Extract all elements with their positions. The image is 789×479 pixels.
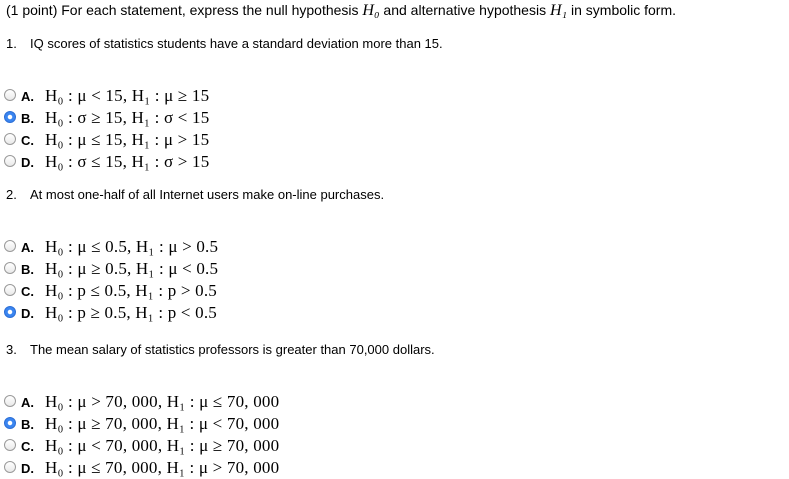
option-2b[interactable] bbox=[6, 258, 384, 280]
question-statement: The mean salary of statistics professors is greater than 70,000 dollars. bbox=[30, 342, 435, 357]
question-3 bbox=[6, 342, 435, 479]
option-letter: D. bbox=[21, 460, 34, 476]
question-number: 3. bbox=[6, 342, 17, 357]
option-expression: H₀ : μ < 70, 000, H₁ : μ ≥ 70, 000 bbox=[45, 436, 280, 455]
question-3-options bbox=[6, 391, 435, 479]
option-1c[interactable] bbox=[6, 129, 443, 151]
header-prefix: (1 point) For each statement, express the null hypothesis bbox=[6, 2, 363, 18]
radio-button[interactable] bbox=[4, 284, 16, 296]
header-h0: H₀ bbox=[362, 2, 380, 19]
option-3c[interactable] bbox=[6, 435, 435, 457]
question-1-text bbox=[6, 36, 443, 52]
option-expression: H₀ : μ > 70, 000, H₁ : μ ≤ 70, 000 bbox=[45, 392, 280, 411]
radio-button[interactable] bbox=[4, 439, 16, 451]
header-suffix: in symbolic form. bbox=[567, 2, 677, 18]
radio-button[interactable] bbox=[4, 240, 16, 252]
option-letter: B. bbox=[21, 261, 34, 277]
question-2-options bbox=[6, 236, 384, 324]
question-1-options bbox=[6, 85, 443, 173]
option-letter: D. bbox=[21, 154, 34, 170]
option-letter: A. bbox=[21, 239, 34, 255]
option-3d[interactable] bbox=[6, 457, 435, 479]
radio-button[interactable] bbox=[4, 395, 16, 407]
option-letter: D. bbox=[21, 305, 34, 321]
option-letter: A. bbox=[21, 88, 34, 104]
question-statement: IQ scores of statistics students have a standard deviation more than 15. bbox=[30, 36, 443, 51]
option-2a[interactable] bbox=[6, 236, 384, 258]
option-expression: H₀ : μ ≥ 70, 000, H₁ : μ < 70, 000 bbox=[45, 414, 280, 433]
question-2-text bbox=[6, 187, 384, 203]
question-2 bbox=[6, 187, 384, 324]
option-letter: B. bbox=[21, 110, 34, 126]
option-2d[interactable] bbox=[6, 302, 384, 324]
problem-header bbox=[6, 1, 676, 20]
option-2c[interactable] bbox=[6, 280, 384, 302]
option-1d[interactable] bbox=[6, 151, 443, 173]
option-letter: A. bbox=[21, 394, 34, 410]
radio-button[interactable] bbox=[4, 262, 16, 274]
question-3-text bbox=[6, 342, 435, 358]
option-expression: H₀ : μ ≤ 0.5, H₁ : μ > 0.5 bbox=[45, 237, 219, 256]
header-h1: H₁ bbox=[549, 2, 568, 19]
radio-button[interactable] bbox=[4, 461, 16, 473]
option-expression: H₀ : p ≤ 0.5, H₁ : p > 0.5 bbox=[45, 281, 217, 300]
option-expression: H₀ : σ ≤ 15, H₁ : σ > 15 bbox=[45, 152, 210, 171]
option-1a[interactable] bbox=[6, 85, 443, 107]
header-middle: and alternative hypothesis bbox=[379, 2, 550, 18]
radio-button[interactable] bbox=[4, 111, 16, 123]
option-1b[interactable] bbox=[6, 107, 443, 129]
option-3a[interactable] bbox=[6, 391, 435, 413]
option-letter: C. bbox=[21, 283, 34, 299]
option-expression: H₀ : μ < 15, H₁ : μ ≥ 15 bbox=[45, 86, 210, 105]
question-number: 2. bbox=[6, 187, 17, 202]
question-number: 1. bbox=[6, 36, 17, 51]
radio-button[interactable] bbox=[4, 417, 16, 429]
question-statement: At most one-half of all Internet users make on-line purchases. bbox=[30, 187, 385, 202]
option-expression: H₀ : p ≥ 0.5, H₁ : p < 0.5 bbox=[45, 303, 217, 322]
option-expression: H₀ : μ ≤ 70, 000, H₁ : μ > 70, 000 bbox=[45, 458, 280, 477]
option-expression: H₀ : μ ≤ 15, H₁ : μ > 15 bbox=[45, 130, 210, 149]
radio-button[interactable] bbox=[4, 133, 16, 145]
radio-button[interactable] bbox=[4, 89, 16, 101]
radio-button[interactable] bbox=[4, 155, 16, 167]
option-expression: H₀ : μ ≥ 0.5, H₁ : μ < 0.5 bbox=[45, 259, 219, 278]
radio-button[interactable] bbox=[4, 306, 16, 318]
option-letter: C. bbox=[21, 438, 34, 454]
option-letter: C. bbox=[21, 132, 34, 148]
option-expression: H₀ : σ ≥ 15, H₁ : σ < 15 bbox=[45, 108, 210, 127]
option-letter: B. bbox=[21, 416, 34, 432]
question-1 bbox=[6, 36, 443, 173]
option-3b[interactable] bbox=[6, 413, 435, 435]
